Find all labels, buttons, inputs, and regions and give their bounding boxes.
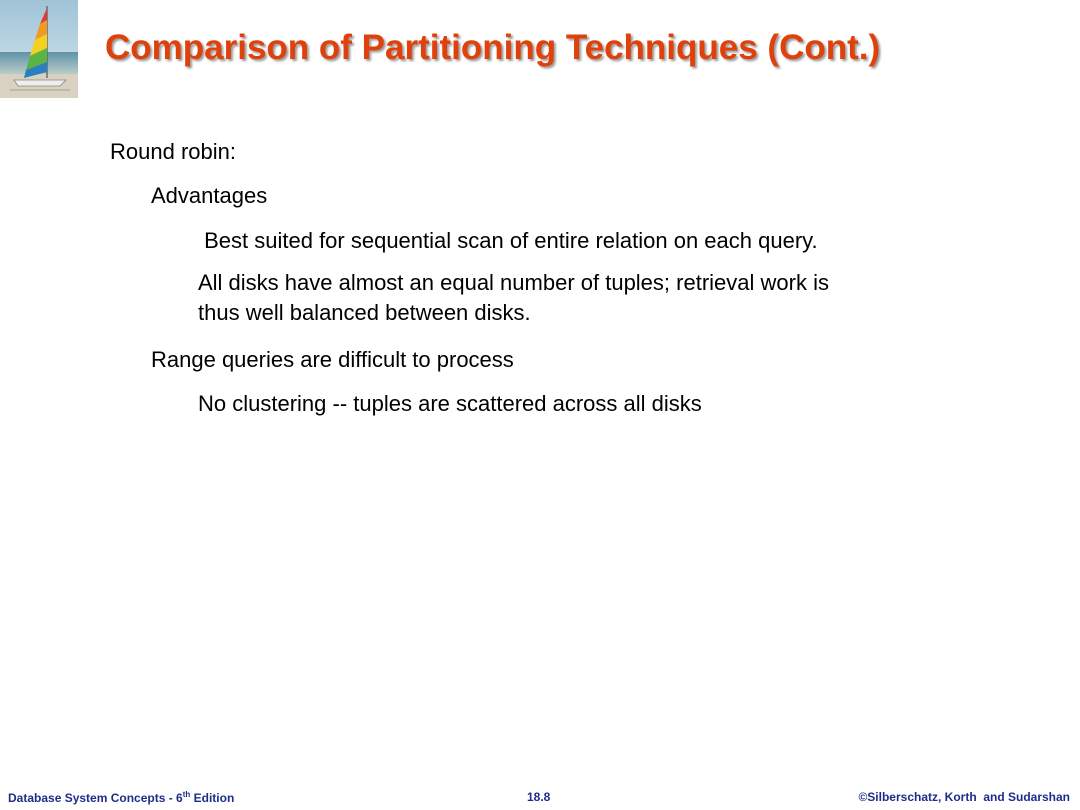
bullet-advantages: Advantages bbox=[151, 183, 268, 208]
bullet-range-queries: Range queries are difficult to process bbox=[151, 347, 514, 372]
footer-copyright: ©Silberschatz, Korth and Sudarshan bbox=[858, 790, 1070, 804]
bullet-no-clustering: No clustering -- tuples are scattered across all disks bbox=[198, 391, 702, 416]
slide-title: Comparison of Partitioning Techniques (Cont.) bbox=[105, 28, 881, 67]
footer-book-title: Database System Concepts - 6th Edition bbox=[8, 790, 235, 805]
bullet-equal-tuples-line1: All disks have almost an equal number of tuples; retrieval work is bbox=[198, 270, 829, 295]
bullet-equal-tuples-line2: thus well balanced between disks. bbox=[198, 300, 531, 325]
bullet-round-robin: Round robin: bbox=[110, 139, 236, 164]
footer-page-number: 18.8 bbox=[527, 790, 551, 804]
bullet-sequential-scan: Best suited for sequential scan of entire relation on each query. bbox=[198, 228, 818, 253]
